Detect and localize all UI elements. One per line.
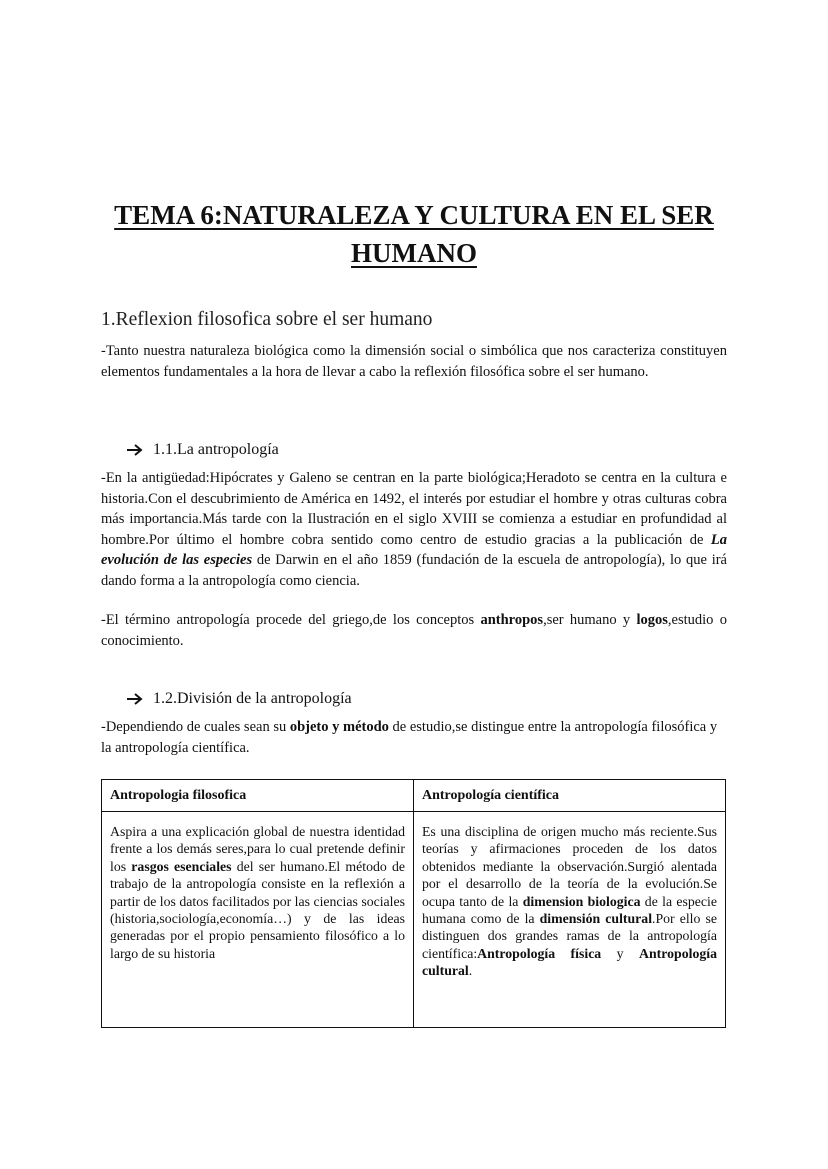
section-1-heading: 1.Reflexion filosofica sobre el ser humano [101, 309, 433, 330]
arrow-right-icon [126, 443, 144, 457]
section-1-text: -Tanto nuestra naturaleza biológica como la dimensión social o simbólica que nos caracteriza constituyen elementos fundamentales a la hora de llevar a cabo la reflexión filosófica sobre el ser humano. [101, 343, 727, 380]
cell-bold: Antropología física [477, 945, 602, 961]
section-1-1-paragraph-1 [101, 468, 727, 591]
arrow-right-icon [126, 692, 144, 706]
table-header-row [102, 780, 726, 812]
paragraph-text: -Dependiendo de cuales sean su [101, 719, 290, 735]
cell-text: Aspira a una explicación global de nuestra identidad frente a los demás seres,para lo cual pretende definir los [110, 824, 405, 874]
title-line-2: HUMANO [351, 238, 477, 268]
paragraph-text: ,estudio o conocimiento. [101, 612, 727, 649]
cell-text: . [468, 963, 473, 979]
section-1-1-heading-label: 1.1.La antropología [153, 441, 279, 458]
table-header-cell: Antropologia filosofica [102, 780, 414, 812]
cell-bold: rasgos esenciales [131, 858, 232, 874]
cell-bold: Antropología cultural [422, 945, 717, 979]
section-1-2-paragraph [101, 717, 727, 758]
section-1-2-heading [126, 690, 352, 708]
cell-text: .Por ello se distinguen dos grandes ramas de la antropología científica: [422, 911, 717, 961]
table-row [102, 812, 726, 1028]
term-logos: logos [636, 612, 668, 628]
term-objeto-metodo: objeto y método [289, 719, 389, 735]
section-1-2-heading-label: 1.2.División de la antropología [153, 690, 352, 707]
book-title: La evolución de las especies [101, 531, 727, 568]
cell-text: y [601, 945, 640, 961]
section-1-1-paragraph-2 [101, 610, 727, 651]
paragraph-text: -El término antropología procede del griego,de los conceptos [101, 612, 481, 628]
cell-bold: dimension biologica [522, 893, 641, 909]
page-title [0, 196, 828, 272]
paragraph-text: -En la antigüedad:Hipócrates y Galeno se centran en la parte biológica;Heradoto se centra en la cultura e historia.Con el descubrimiento de América en 1492, el interés por estudiar el hombre y otras culturas cobra más importancia.Más tarde con la Ilustración en el siglo XVIII se comienza a estudiar en profundidad al hombre.Por último el hombre cobra sentido como centro de estudio gracias a la publicación de [101, 470, 727, 548]
paragraph-text: de estudio,se distingue entre la antropología filosófica y la antropología científica. [101, 719, 718, 756]
cell-text: de la especie humana como de la [422, 893, 717, 927]
cell-text: Es una disciplina de origen mucho más reciente.Sus teorías y afirmaciones proceden de los datos obtenidos mediante la observación.Surgió alentada por el desarrollo de la teoría de la evolución.Se ocupa tanto de la [422, 824, 717, 909]
cell-bold: dimensión cultural [539, 911, 653, 927]
table-header-cell: Antropología científica [414, 780, 726, 812]
paragraph-text: ,ser humano y [543, 612, 637, 628]
table-cell-filosofica [102, 812, 414, 1028]
comparison-table [101, 779, 726, 1028]
paragraph-text: de Darwin en el año 1859 (fundación de la escuela de antropología), lo que irá dando forma a la antropología como ciencia. [101, 552, 727, 589]
cell-text: del ser humano.El método de trabajo de la antropología consiste en la reflexión a partir de los datos facilitados por las ciencias sociales (historia,sociología,economía…) y de las ideas generadas por el propio pensamiento filosófico a lo largo de su historia [110, 858, 406, 961]
table-cell-cientifica [414, 812, 726, 1028]
title-line-1: TEMA 6:NATURALEZA Y CULTURA EN EL SER [114, 200, 714, 230]
section-1-1-heading [126, 441, 279, 459]
term-anthropos: anthropos [480, 612, 544, 628]
